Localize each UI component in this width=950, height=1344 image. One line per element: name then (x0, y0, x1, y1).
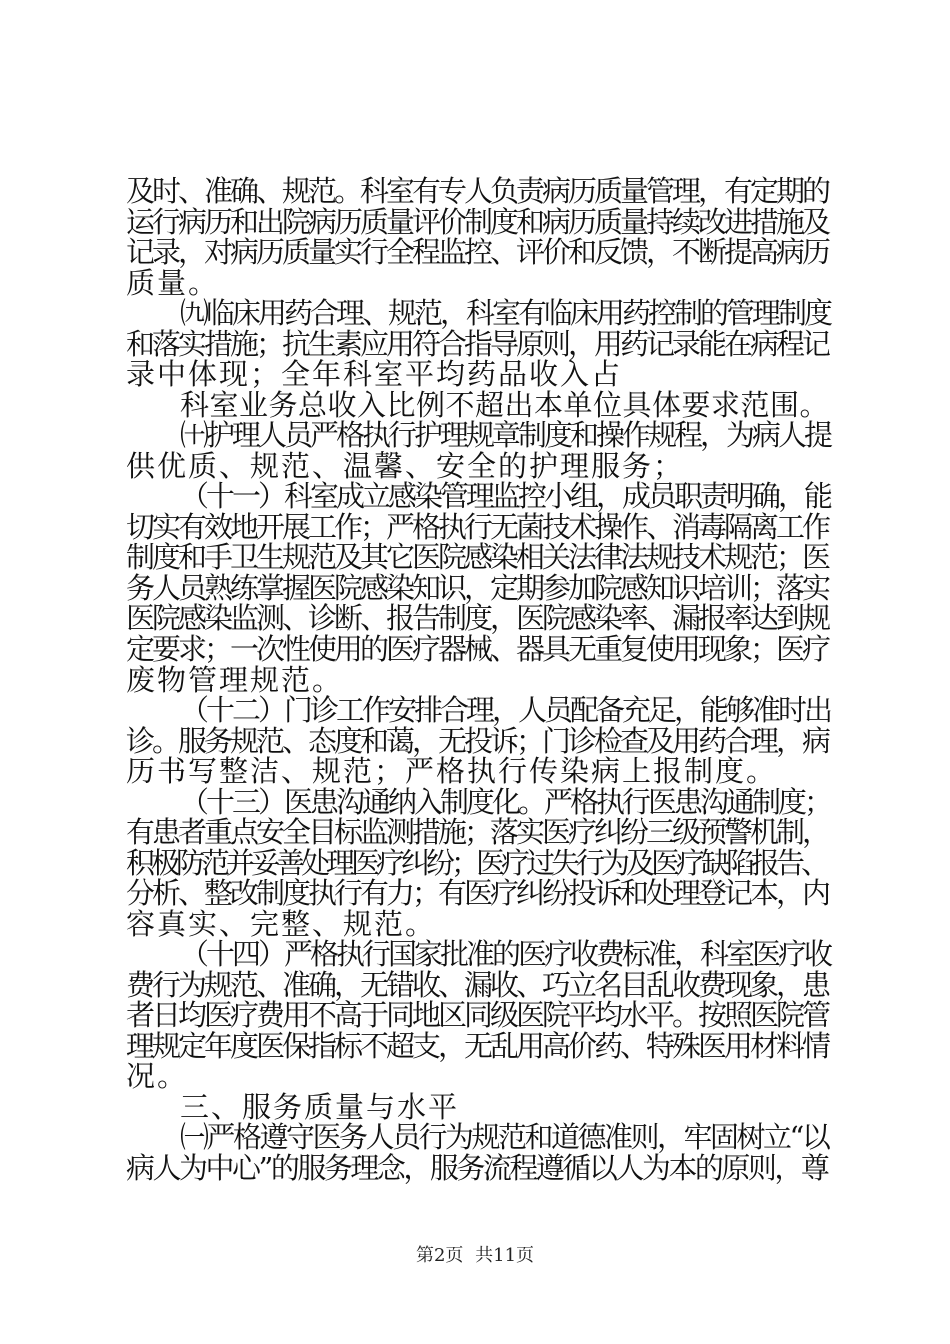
text-line: 医院感染监测、诊断、报告制度，医院感染率、漏报率达到规 (126, 601, 829, 635)
text-line: 制度和手卫生规范及其它医院感染相关法律法规技术规范；医 (126, 540, 829, 574)
text-line: 况。 (126, 1059, 189, 1093)
text-line: 科室业务总收入比例不超出本单位具体要求范围。 (180, 388, 830, 422)
text-line: 录中体现；全年科室平均药品收入占 (126, 357, 623, 391)
text-line: 和落实措施；抗生素应用符合指导原则，用药记录能在病程记 (126, 327, 829, 361)
text-line: 切实有效地开展工作；严格执行无菌技术操作、消毒隔离工作 (126, 510, 829, 544)
text-line: 有患者重点安全目标监测措施；落实医疗纠纷三级预警机制， (126, 815, 829, 849)
text-line: 务人员熟练掌握医院感染知识，定期参加院感知识培训；落实 (126, 571, 829, 605)
text-line: 历书写整洁、规范；严格执行传染病上报制度。 (126, 754, 778, 788)
text-line: 定要求；一次性使用的医疗器械、器具无重复使用现象；医疗 (126, 632, 829, 666)
text-line: 容真实、完整、规范。 (126, 907, 437, 941)
text-line: ㈩护理人员严格执行护理规章制度和操作规程，为病人提 (180, 418, 831, 452)
text-line: （十三）医患沟通纳入制度化。严格执行医患沟通制度； (180, 785, 831, 819)
text-line: 理规定年度医保指标不超支，无乱用高价药、特殊医用材料情 (126, 1029, 829, 1063)
page-footer (0, 1244, 950, 1268)
text-line: 废物管理规范。 (126, 663, 344, 697)
text-line: （十四）严格执行国家批准的医疗收费标准，科室医疗收 (180, 937, 831, 971)
text-line: ㈠严格遵守医务人员行为规范和道德准则，牢固树立“以 (180, 1120, 829, 1154)
text-line: 费行为规范、准确，无错收、漏收、巧立名目乱收费现象，患 (126, 968, 829, 1002)
text-line: 者日均医疗费用不高于同地区同级医院平均水平。按照医院管 (126, 998, 829, 1032)
section-heading: 三、服务质量与水平 (180, 1090, 460, 1124)
page-number: 第2页 (415, 1245, 464, 1266)
text-line: 运行病历和出院病历质量评价制度和病历质量持续改进措施及 (126, 205, 829, 239)
text-line: （十一）科室成立感染管理监控小组，成员职责明确，能 (180, 479, 831, 513)
text-line: 供优质、规范、温馨、安全的护理服务； (126, 449, 685, 483)
page-total: 共11页 (475, 1245, 535, 1266)
text-line: 记录，对病历质量实行全程监控、评价和反馈，不断提高病历 (126, 235, 829, 269)
text-line: 分析、整改制度执行有力；有医疗纠纷投诉和处理登记本，内 (126, 876, 829, 910)
text-line: 积极防范并妥善处理医疗纠纷；医疗过失行为及医疗缺陷报告、 (126, 846, 827, 880)
text-line: 质量。 (126, 266, 220, 300)
text-line: 及时、准确、规范。科室有专人负责病历质量管理，有定期的 (126, 174, 829, 208)
text-line: 诊。服务规范、态度和蔼，无投诉；门诊检查及用药合理，病 (126, 724, 829, 758)
text-line: 病人为中心”的服务理念，服务流程遵循以人为本的原则，尊 (126, 1151, 828, 1185)
text-line: ㈨临床用药合理、规范，科室有临床用药控制的管理制度 (180, 296, 831, 330)
text-line: （十二）门诊工作安排合理，人员配备充足，能够准时出 (180, 693, 831, 727)
